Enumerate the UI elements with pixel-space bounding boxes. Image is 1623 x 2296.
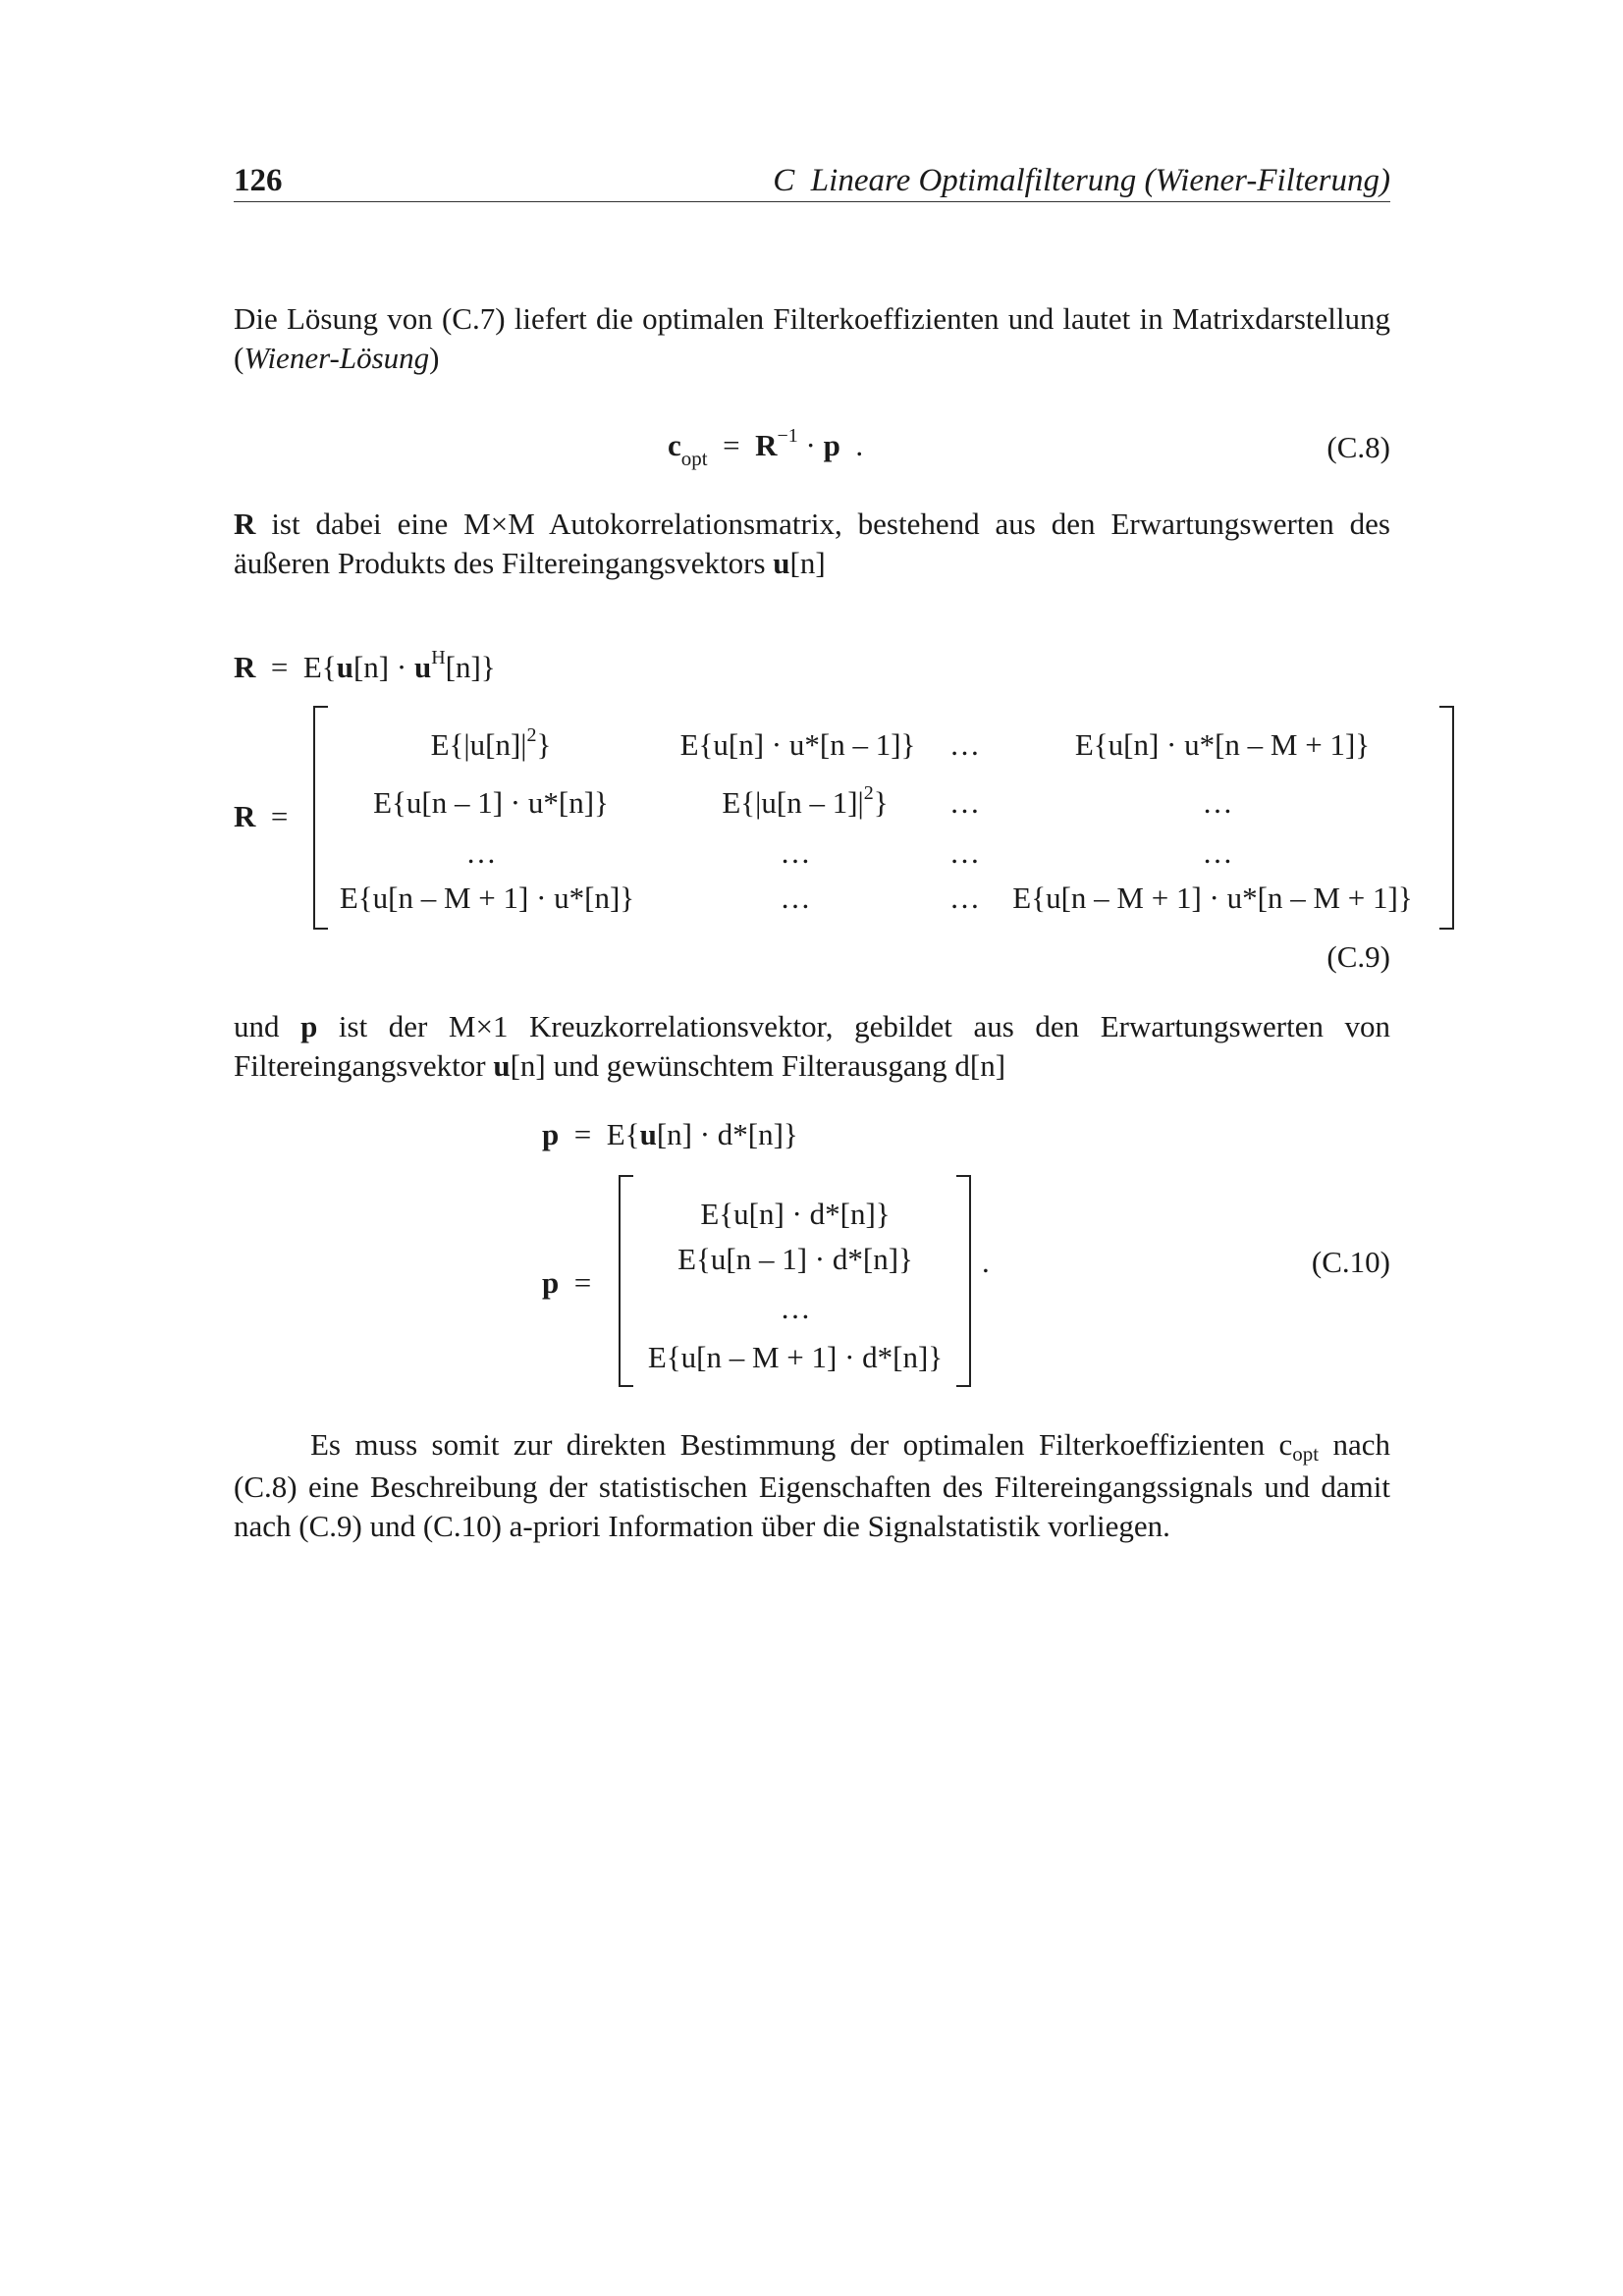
equals-sign: = (723, 428, 740, 462)
para3-p: p (300, 1009, 318, 1043)
equals-sign: = (270, 650, 289, 684)
hermitian-superscript: H (431, 647, 446, 668)
matrix-R-cell: … (780, 835, 811, 870)
paragraph-conclusion (234, 1425, 1390, 1546)
matrix-R-cell: E{u[n – 1] · u*[n]} (373, 785, 609, 820)
paragraph-p (234, 1007, 1390, 1086)
matrix-R-cell: … (949, 835, 980, 870)
para3-text: ist der M×1 Kreuzkorrelationsvektor, gebildet aus den Erwartungswerten von Filtereingangsvektor (234, 1009, 1391, 1083)
p-symbol: p (542, 1265, 560, 1300)
matrix-R-cell: $E\{|u[n]|^2\}$ (430, 724, 552, 762)
R-symbol: R (234, 799, 256, 833)
equals-sign: = (270, 799, 289, 833)
matrix-R-cell: … (780, 881, 811, 915)
para3-text: und (234, 1009, 301, 1043)
vector-p-period: . (982, 1245, 990, 1279)
c-opt-symbol: c (668, 428, 681, 462)
vector-p-cell: E{u[n – M + 1] · d*[n]} (647, 1340, 944, 1374)
equation-number-c9: (C.9) (1326, 939, 1390, 974)
para3-u: u (493, 1048, 511, 1083)
R-symbol: R (755, 428, 778, 462)
expectation-open: E{ (606, 1117, 640, 1151)
equation-c8 (668, 425, 864, 470)
equals-sign: = (573, 1265, 592, 1300)
para2-u: u (773, 546, 790, 580)
paragraph-R (234, 505, 1390, 583)
matrix-R-cell: E{u[n – M + 1] · u*[n – M + 1]} (1012, 881, 1413, 915)
para1-tail: ) (429, 341, 440, 375)
page-number: 126 (234, 163, 283, 198)
chapter-title: Lineare Optimalfilterung (Wiener-Filterung) (810, 163, 1390, 198)
vector-p-cell: E{u[n] · d*[n]} (700, 1197, 891, 1231)
expr-rest: [n] · d*[n]} (656, 1117, 798, 1151)
matrix-R-cell: … (1202, 835, 1233, 870)
matrix-R-cell: … (949, 727, 980, 762)
equals-sign: = (573, 1117, 592, 1151)
vector-p-cell: … (780, 1291, 811, 1325)
u-vector: u (413, 650, 432, 684)
paragraph-intro (234, 299, 1390, 378)
running-header (773, 163, 1390, 199)
para3-text: [n] und gewünschtem Filterausgang d[n] (510, 1048, 1006, 1083)
matrix-R-cell: E{u[n – M + 1] · u*[n]} (339, 881, 635, 915)
c-opt-subscript: opt (680, 447, 708, 470)
p-symbol: p (823, 428, 840, 462)
para1-italic: Wiener-Lösung (243, 341, 430, 375)
R-symbol: R (234, 650, 256, 684)
vector-p-label (542, 1265, 591, 1301)
p-symbol: p (542, 1117, 560, 1151)
matrix-R-cell: E{u[n] · u*[n – M + 1]} (1074, 727, 1371, 762)
expectation-open: E{ (302, 650, 337, 684)
chapter-letter: C (773, 163, 795, 198)
header-rule (234, 201, 1390, 202)
para4-subscript: opt (1292, 1442, 1320, 1466)
matrix-R-label (234, 799, 288, 834)
period: . (855, 428, 864, 462)
para2-text: ist dabei eine M×M Autokorrelationsmatrix, bestehend aus den Erwartungswerten des äußeren Produkts des Filtereingangsvektors (234, 507, 1390, 580)
matrix-R-cell: … (1202, 785, 1233, 820)
para4-text: Es muss somit zur direkten Bestimmung der optimalen Filterkoeffizienten c (310, 1427, 1293, 1462)
vector-p-cell: E{u[n – 1] · d*[n]} (677, 1242, 913, 1276)
para1-text: Die Lösung von (C.7) liefert die optimalen Filterkoeffizienten und lautet in Matrixdarstellung ( (234, 301, 1390, 375)
equation-number-c8: (C.8) (1326, 430, 1390, 464)
u-vector: u (336, 650, 353, 684)
matrix-R-cell: E{u[n] · u*[n – 1]} (679, 727, 916, 762)
para4-text: nach (C.8) eine Beschreibung der statistischen Eigenschaften des Filtereingangssignals und damit nach (C.9) und (C.10) a-priori Information über die Signalstatistik vorliegen. (234, 1427, 1390, 1543)
equation-R-definition (234, 647, 496, 685)
expr-mid: [n] · (352, 650, 414, 684)
u-vector: u (639, 1117, 657, 1151)
matrix-R-cell: $E\{|u[n - 1]|^2\}$ (722, 782, 889, 820)
dot-operator: · (805, 428, 816, 462)
matrix-R-cell: … (949, 785, 980, 820)
para2-R: R (234, 507, 256, 541)
equation-p-definition (542, 1117, 798, 1152)
matrix-R-cell: … (465, 835, 497, 870)
para2-tail: [n] (789, 546, 826, 580)
matrix-R-cell: … (949, 881, 980, 915)
R-inverse-superscript: −1 (777, 425, 798, 447)
equation-number-c10: (C.10) (1311, 1245, 1390, 1279)
right-bracket-R (1435, 705, 1457, 931)
expr-close: [n]} (445, 650, 496, 684)
